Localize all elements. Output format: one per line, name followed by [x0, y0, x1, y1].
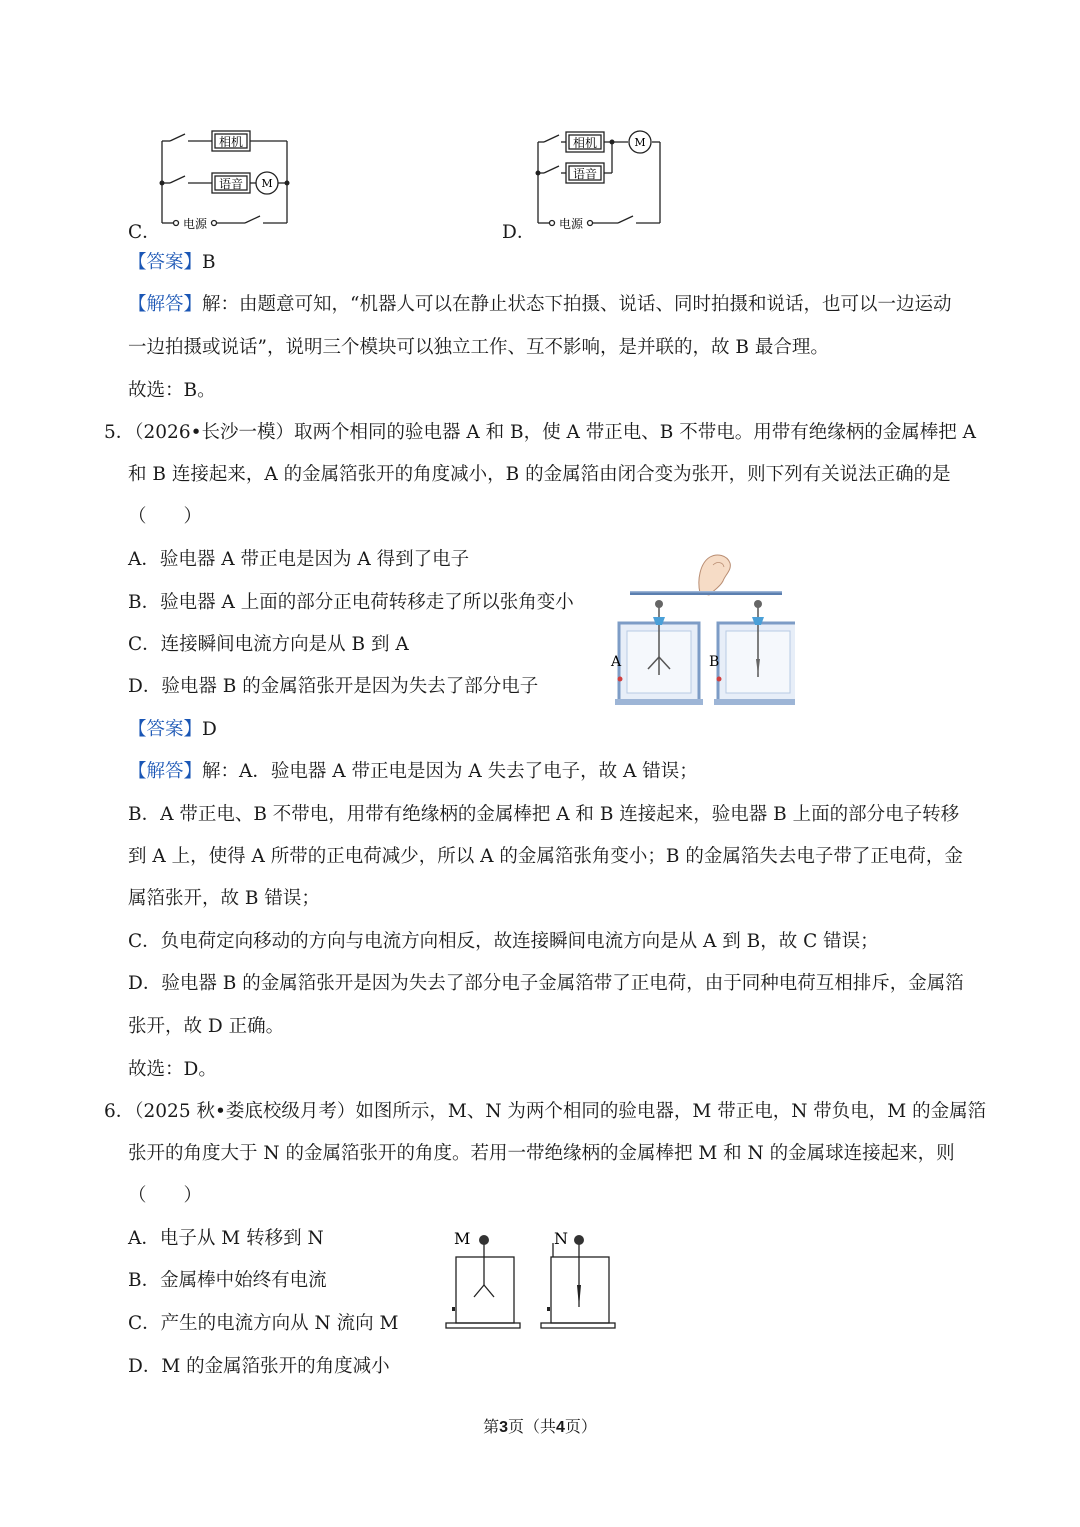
q5-analysis-line-1	[128, 759, 698, 785]
answer-tag: 【答案】	[128, 252, 203, 273]
q5-option-d: D．验电器 B 的金属箔张开是因为失去了部分电子	[128, 676, 539, 697]
electroscope-b-label: B	[709, 654, 720, 670]
q6-option-d: D．M 的金属箔张开的角度减小	[128, 1356, 390, 1377]
q4-analysis-line-1	[128, 292, 951, 318]
page-total: 4	[556, 1419, 565, 1436]
footer-middle: 页（共	[507, 1417, 556, 1436]
footer-prefix: 第	[483, 1417, 500, 1436]
circuit-diagram-c	[150, 125, 300, 235]
q5-conclusion: 故选：D。	[128, 1059, 217, 1080]
electroscope-n-label: N	[554, 1229, 568, 1248]
page-footer	[0, 1414, 1080, 1437]
circuit-diagram-d	[526, 125, 676, 235]
q5-analysis-line-7: 张开，故 D 正确。	[128, 1016, 285, 1037]
q5-analysis-line-4: 属箔张开，故 B 错误；	[128, 888, 320, 909]
option-c-letter: C．	[128, 222, 161, 243]
q6-stem-line-2: 张开的角度大于 N 的金属箔张开的角度。若用一带绝缘柄的金属棒把 M 和 N 的金属球连接起来，则	[128, 1143, 955, 1164]
q5-analysis-line-6: D．验电器 B 的金属箔张开是因为失去了部分电子金属箔带了正电荷，由于同种电荷互相排斥，金属箔	[128, 973, 964, 994]
q6-option-c: C．产生的电流方向从 N 流向 M	[128, 1313, 399, 1334]
option-d-letter: D．	[502, 222, 536, 243]
q6-option-b: B．金属棒中始终有电流	[128, 1270, 327, 1291]
electroscope-figure-mn	[440, 1225, 625, 1337]
electroscope-figure-ab	[605, 545, 795, 710]
analysis-text: 解：由题意可知，“机器人可以在静止状态下拍摄、说话、同时拍摄和说话，也可以一边运动	[202, 294, 952, 315]
electroscope-a-label: A	[611, 654, 622, 670]
page-number: 3	[499, 1419, 508, 1436]
q6-stem-line-3: （ ）	[128, 1185, 203, 1206]
q6-option-a: A．电子从 M 转移到 N	[128, 1228, 324, 1249]
footer-suffix: 页）	[564, 1417, 597, 1436]
electroscope-m-label: M	[454, 1229, 471, 1248]
answer-tag: 【答案】	[128, 719, 203, 740]
q5-stem-line-3: （ ）	[128, 506, 203, 527]
power-label: 电源	[558, 217, 584, 231]
power-label: 电源	[182, 217, 208, 231]
voice-label: 语音	[218, 177, 244, 191]
q6-stem-line-1: 6．（2025 秋•娄底校级月考）如图所示，M、N 为两个相同的验电器，M 带正电，N 带负电，M 的金属箔	[104, 1101, 987, 1122]
q4-conclusion: 故选：B。	[128, 380, 216, 401]
q5-option-c: C．连接瞬间电流方向是从 B 到 A	[128, 634, 409, 655]
q5-analysis-line-2: B．A 带正电、B 不带电，用带有绝缘柄的金属棒把 A 和 B 连接起来，验电器 B 上面的部分电子转移	[128, 804, 960, 825]
camera-label: 相机	[572, 136, 598, 150]
q5-stem-line-2: 和 B 连接起来，A 的金属箔张开的角度减小，B 的金属箔由闭合变为张开，则下列有关说法正确的是	[128, 464, 951, 485]
analysis-tag: 【解答】	[128, 761, 203, 782]
q5-option-b: B．验电器 A 上面的部分正电荷转移走了所以张角变小	[128, 592, 574, 613]
q5-analysis-line-3: 到 A 上，使得 A 所带的正电荷减少，所以 A 的金属箔张角变小；B 的金属箔失去电子带了正电荷，金	[128, 846, 963, 867]
motor-label: M	[634, 136, 646, 149]
answer-value: D	[202, 719, 217, 740]
q5-analysis-line-5: C．负电荷定向移动的方向与电流方向相反，故连接瞬间电流方向是从 A 到 B，故 C 错误；	[128, 931, 879, 952]
voice-label: 语音	[572, 167, 598, 181]
answer-value: B	[202, 252, 216, 273]
camera-label: 相机	[218, 135, 244, 149]
q5-option-a: A．验电器 A 带正电是因为 A 得到了电子	[128, 549, 470, 570]
analysis-text: 解：A．验电器 A 带正电是因为 A 失去了电子，故 A 错误；	[202, 761, 698, 782]
q5-answer	[128, 717, 217, 743]
analysis-tag: 【解答】	[128, 294, 203, 315]
motor-label: M	[261, 177, 273, 190]
q4-answer	[128, 250, 216, 276]
q4-analysis-line-2: 一边拍摄或说话”，说明三个模块可以独立工作、互不影响，是并联的，故 B 最合理。	[128, 337, 829, 358]
hand-icon	[699, 555, 730, 595]
q5-stem-line-1: 5．（2026•长沙一模）取两个相同的验电器 A 和 B，使 A 带正电、B 不带电。用带有绝缘柄的金属棒把 A	[104, 422, 976, 443]
